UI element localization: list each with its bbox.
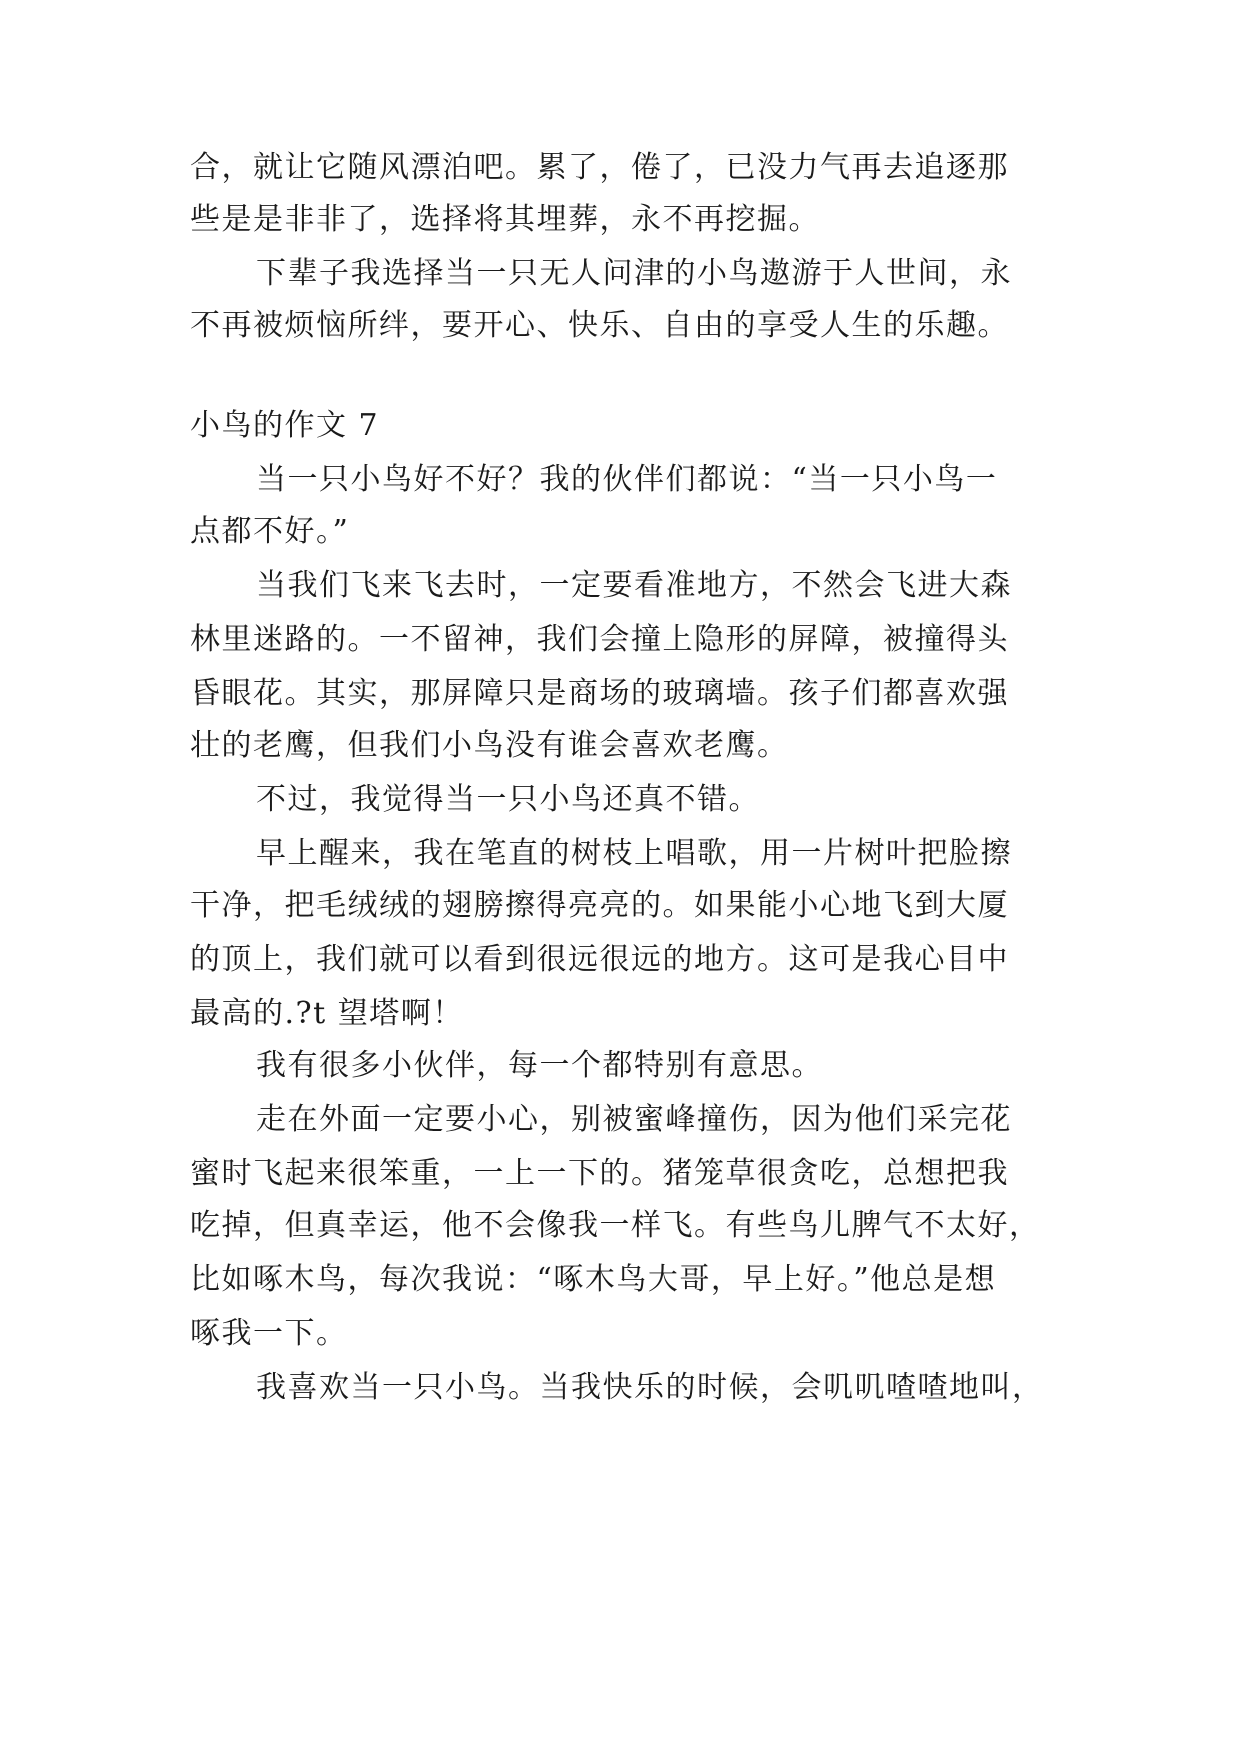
- section-heading: 小鸟的作文 7: [190, 408, 380, 443]
- paragraph-first-line: 我有很多小伙伴，每一个都特别有意思。: [256, 1048, 823, 1083]
- paragraph-first-line: 不过，我觉得当一只小鸟还真不错。: [256, 782, 760, 817]
- text-line: 些是是非非了，选择将其埋葬，永不再挖掘。: [190, 202, 820, 237]
- text-line: 的顶上，我们就可以看到很远很远的地方。这可是我心目中: [190, 942, 1009, 977]
- paragraph-first-line: 我喜欢当一只小鸟。当我快乐的时候，会叽叽喳喳地叫，: [256, 1370, 1044, 1405]
- text-line: 昏眼花。其实，那屏障只是商场的玻璃墙。孩子们都喜欢强: [190, 676, 1009, 711]
- text-line: 林里迷路的。一不留神，我们会撞上隐形的屏障，被撞得头: [190, 622, 1009, 657]
- paragraph-first-line: 早上醒来，我在笔直的树枝上唱歌，用一片树叶把脸擦: [256, 836, 1012, 871]
- text-line: 比如啄木鸟，每次我说：“啄木鸟大哥，早上好。”他总是想: [190, 1262, 997, 1297]
- text-line: 啄我一下。: [190, 1316, 348, 1351]
- text-line: 吃掉，但真幸运，他不会像我一样飞。有些鸟儿脾气不太好，: [190, 1208, 1041, 1243]
- text-line: 干净，把毛绒绒的翅膀擦得亮亮的。如果能小心地飞到大厦: [190, 888, 1009, 923]
- text-line: 点都不好。”: [190, 514, 350, 549]
- paragraph-first-line: 下辈子我选择当一只无人问津的小鸟遨游于人世间，永: [256, 256, 1012, 291]
- text-line: 合，就让它随风漂泊吧。累了，倦了，已没力气再去追逐那: [190, 150, 1009, 185]
- text-line: 最高的.?t 望塔啊！: [190, 996, 464, 1031]
- paragraph-first-line: 当我们飞来飞去时，一定要看准地方，不然会飞进大森: [256, 568, 1012, 603]
- text-line: 壮的老鹰，但我们小鸟没有谁会喜欢老鹰。: [190, 728, 789, 763]
- paragraph-first-line: 走在外面一定要小心，别被蜜峰撞伤，因为他们采完花: [256, 1102, 1012, 1137]
- paragraph-first-line: 当一只小鸟好不好？我的伙伴们都说：“当一只小鸟一: [256, 462, 998, 497]
- text-line: 蜜时飞起来很笨重，一上一下的。猪笼草很贪吃，总想把我: [190, 1156, 1009, 1191]
- text-line: 不再被烦恼所绊，要开心、快乐、自由的享受人生的乐趣。: [190, 308, 1009, 343]
